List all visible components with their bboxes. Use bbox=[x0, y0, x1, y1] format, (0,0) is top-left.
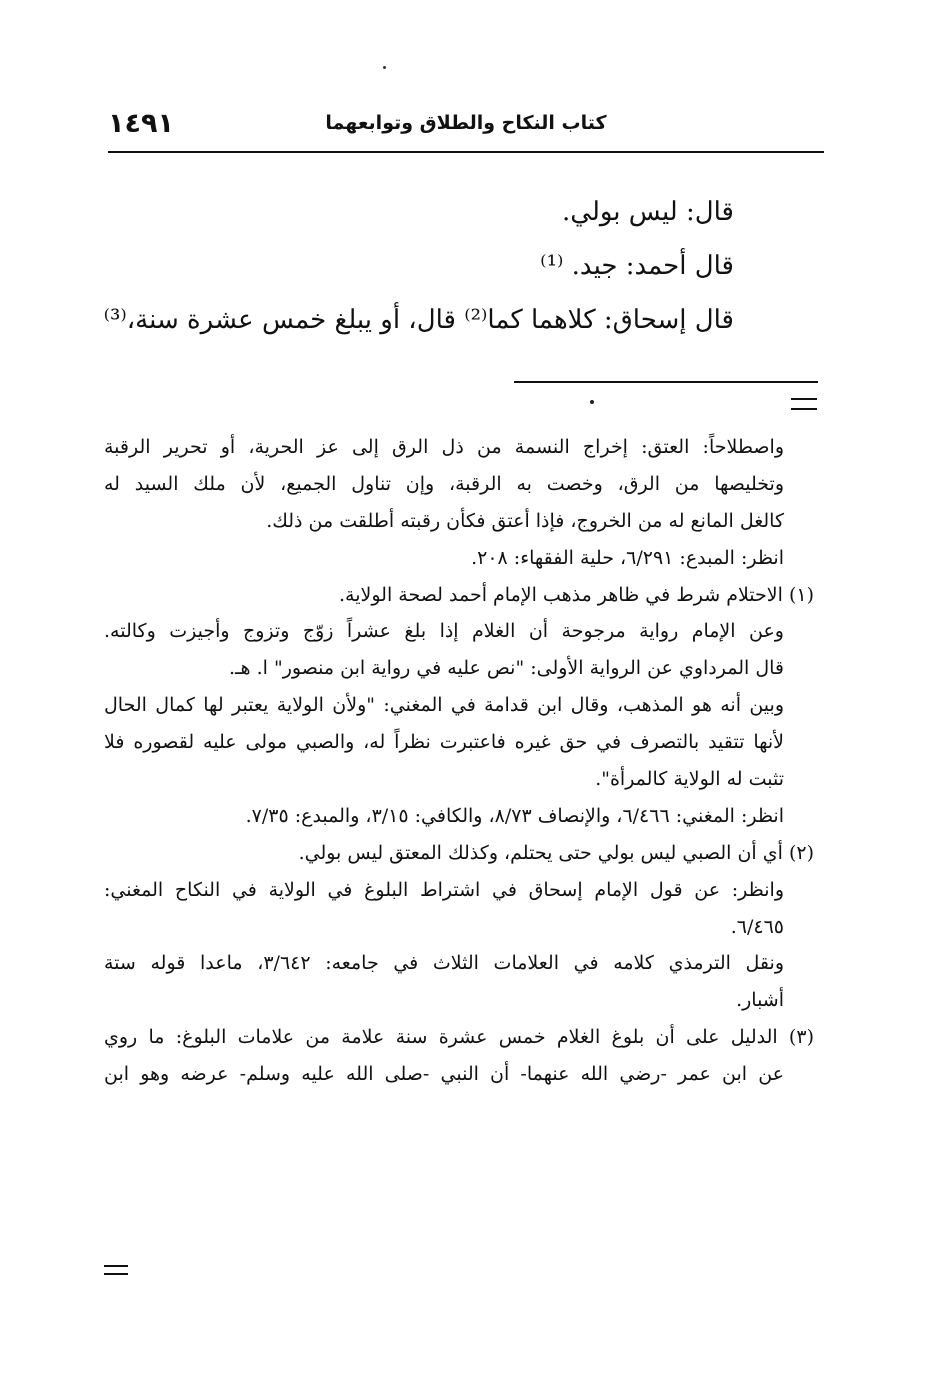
footnote-line: واصطلاحاً: العتق: إخراج النسمة من ذل الرق إلى عز الحرية، أو تحرير الرقبة bbox=[104, 436, 784, 458]
footnote-line: لأنها تتقيد بالتصرف في حق غيره فاعتبرت نظراً له، والصبي مولى عليه لقصوره فلا bbox=[104, 731, 784, 754]
footnote-line: وبين أنه هو المذهب، وقال ابن قدامة في المغني: "ولأن الولاية يعتبر لها كمال الحال bbox=[104, 694, 784, 717]
footnote-line: أشبار. bbox=[736, 989, 784, 1012]
continuation-mark-icon bbox=[791, 398, 817, 410]
footnote-line: (١) الاحتلام شرط في ظاهر مذهب الإمام أحمد لصحة الولاية. bbox=[338, 583, 814, 606]
footnote-line: ٦/٤٦٥. bbox=[730, 915, 784, 938]
footnote-line: انظر: المبدع: ٦/٢٩١، حلية الفقهاء: ٢٠٨. bbox=[471, 546, 784, 569]
main-text bbox=[103, 192, 734, 354]
main-text-line: قال إسحاق: كلاهما كما⁽²⁾ قال، أو يبلغ خمس عشرة سنة،⁽³⁾ bbox=[103, 305, 734, 335]
main-text-line: قال أحمد: جيد. ⁽¹⁾ bbox=[540, 251, 734, 281]
footnote-line: كالغل المانع له من الخروج، فإذا أعتق فكأن رقبته أطلقت من ذلك. bbox=[266, 509, 784, 532]
page-number: ١٤٩١ bbox=[108, 108, 174, 139]
footnote-line: (٣) الدليل على أن بلوغ الغلام خمس عشرة سنة علامة من علامات البلوغ: ما روي bbox=[104, 1026, 814, 1049]
footnote-line: قال المرداوي عن الرواية الأولى: "نص عليه في رواية ابن منصور" ا. هـ. bbox=[228, 657, 784, 680]
footnote-line: وعن الإمام رواية مرجوحة أن الغلام إذا بلغ عشراً زوّج وتزوج وأجيزت وكالته. bbox=[104, 620, 784, 643]
main-text-line: قال: ليس بولي. bbox=[562, 197, 734, 227]
scan-speck bbox=[383, 66, 386, 69]
footnote-line: تثبت له الولاية كالمرأة". bbox=[595, 768, 784, 791]
footnote-separator bbox=[514, 381, 818, 383]
footnote-line: انظر: المغني: ٦/٤٦٦، والإنصاف ٨/٧٣، والكافي: ٣/١٥، والمبدع: ٧/٣٥. bbox=[245, 804, 784, 827]
header-rule bbox=[108, 151, 824, 153]
footnote-line: وانظر: عن قول الإمام إسحاق في اشتراط البلوغ في الولاية في النكاح المغني: bbox=[104, 878, 784, 901]
page-header bbox=[108, 108, 824, 148]
footnotes bbox=[104, 430, 814, 1094]
footnote-line: (٢) أي أن الصبي ليس بولي حتى يحتلم، وكذلك المعتق ليس بولي. bbox=[298, 841, 814, 864]
footnote-line: ونقل الترمذي كلامه في العلامات الثلاث في جامعه: ٣/٦٤٢، ماعدا قوله ستة bbox=[104, 952, 784, 975]
continuation-mark-icon bbox=[104, 1265, 128, 1275]
footnote-line: وتخليصها من الرق، وخصت به الرقبة، وإن تناول الجميع، لأن ملك السيد له bbox=[104, 472, 784, 495]
footnote-line: عن ابن عمر -رضي الله عنهما- أن النبي -صلى الله عليه وسلم- عرضه وهو ابن bbox=[104, 1063, 784, 1086]
scan-speck bbox=[590, 400, 594, 404]
running-title: كتاب النكاح والطلاق وتوابعهما bbox=[325, 112, 607, 134]
